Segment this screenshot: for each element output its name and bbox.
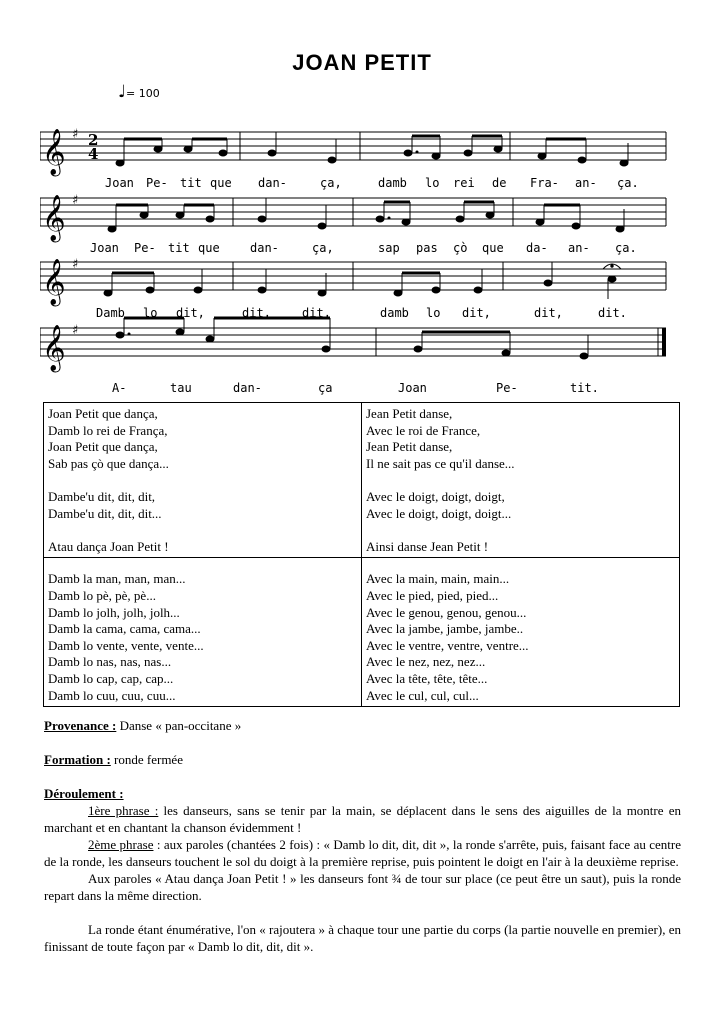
syllable: Fra-: [530, 176, 559, 190]
syllable: que: [210, 176, 232, 190]
time-signature: [88, 131, 98, 163]
phrase-4: La ronde étant énumérative, l'on « rajoutera » à chaque tour une partie du corps (la partie nouvelle en premier), en finissant de toute façon par « Damb lo dit, dit, dit ».: [44, 922, 681, 954]
dance-notes: [44, 717, 681, 955]
syllable: dan-: [258, 176, 287, 190]
syllable: ça,: [312, 241, 334, 255]
phrase-3: Aux paroles « Atau dança Joan Petit ! » les danseurs font ¾ de tour sur place (ce peut être un saut), puis la ronde repart dans la même direction.: [44, 871, 681, 903]
syllable: ça: [318, 381, 333, 395]
syllable: Pe-: [146, 176, 168, 190]
syllable: damb: [378, 176, 407, 190]
treble-clef-icon: 𝄞: [42, 129, 66, 175]
song-title: JOAN PETIT: [292, 50, 432, 75]
syllable: dit,: [462, 306, 491, 320]
treble-clef-icon: 𝄞: [42, 195, 66, 241]
svg-text:2: 2: [88, 131, 99, 149]
lyrics-table: [43, 402, 680, 707]
formation: Formation : ronde fermée: [44, 752, 183, 767]
syllable: dit,: [302, 306, 331, 320]
syllable: dit.: [598, 306, 627, 320]
syllable: rei: [453, 176, 475, 190]
syllable: que: [198, 241, 220, 255]
svg-text:4: 4: [88, 145, 99, 163]
sharp-icon: ♯: [72, 257, 79, 272]
syllable: dit,: [534, 306, 563, 320]
syllable: da-: [526, 241, 548, 255]
phrase-2: 2ème phrase : aux paroles (chantées 2 fois) : « Damb lo dit, dit, dit », la ronde s'arrête, puis, faisant face au centre de la ronde, les danseurs touchent le sol du doigt à la première reprise, puis pointent le doigt en l'air à la deuxième reprise.: [44, 837, 681, 869]
syllable: A-: [112, 381, 127, 395]
french-verse-1: Jean Petit danse, Avec le roi de France, Jean Petit danse, Il ne sait pas ce qu'il danse... Avec le doigt, doigt, doigt, Avec le doigt, doigt, doigt... Ainsi danse Jean Petit !: [362, 403, 680, 558]
final-barline: [662, 328, 666, 356]
treble-clef-icon: 𝄞: [42, 259, 66, 305]
syllable: lo: [143, 306, 158, 320]
treble-clef-icon: 𝄞: [42, 325, 66, 371]
lyrics-line-3: [40, 306, 680, 322]
syllable: lo: [425, 176, 440, 190]
quarter-note-icon: ♩: [118, 82, 127, 102]
syllable: Joan: [105, 176, 134, 190]
syllable: que: [482, 241, 504, 255]
syllable: Pe-: [496, 381, 518, 395]
syllable: tit: [168, 241, 190, 255]
syllable: Joan: [398, 381, 427, 395]
french-verse-2: Avec la main, main, main... Avec le pied, pied, pied... Avec le genou, genou, genou... Avec la jambe, jambe, jambe.. Avec le ventre, ventre, ventre... Avec le nez, nez, nez... Avec la tête, tête, tête... Avec le cul, cul, cul...: [362, 558, 680, 707]
phrase-1: 1ère phrase : les danseurs, sans se tenir par la main, se déplacent dans le sens des aiguilles de la montre en marchant et en chantant la chanson évidemment !: [44, 803, 681, 835]
lyrics-line-1: [40, 176, 680, 192]
sharp-icon: ♯: [72, 193, 79, 208]
sharp-icon: ♯: [72, 323, 79, 338]
lyrics-line-4: [40, 381, 680, 397]
syllable: dit,: [176, 306, 205, 320]
syllable: Damb: [96, 306, 125, 320]
syllable: sap: [378, 241, 400, 255]
syllable: ça.: [615, 241, 637, 255]
provenance: Provenance : Danse « pan-occitane »: [44, 718, 242, 733]
deroulement-heading: Déroulement :: [44, 786, 124, 801]
syllable: an-: [575, 176, 597, 190]
tempo-marking: [118, 82, 160, 102]
syllable: dit,: [242, 306, 271, 320]
syllable: de: [492, 176, 507, 190]
syllable: tit: [180, 176, 202, 190]
table-row: [44, 558, 680, 707]
syllable: ça,: [320, 176, 342, 190]
syllable: çò: [453, 241, 468, 255]
syllable: dan-: [233, 381, 262, 395]
syllable: dan-: [250, 241, 279, 255]
syllable: damb: [380, 306, 409, 320]
occitan-verse-1: Joan Petit que dança, Damb lo rei de França, Joan Petit que dança, Sab pas çò que dança... Dambe'u dit, dit, dit, Dambe'u dit, dit, dit... Atau dança Joan Petit !: [44, 403, 362, 558]
syllable: Pe-: [134, 241, 156, 255]
syllable: tau: [170, 381, 192, 395]
syllable: Joan: [90, 241, 119, 255]
table-row: [44, 403, 680, 558]
syllable: pas: [416, 241, 438, 255]
syllable: ça.: [617, 176, 639, 190]
tempo-value: = 100: [126, 87, 160, 100]
syllable: tit.: [570, 381, 599, 395]
occitan-verse-2: Damb la man, man, man... Damb lo pè, pè, pè... Damb lo jolh, jolh, jolh... Damb la cama, cama, cama... Damb lo vente, vente, vente... Damb lo nas, nas, nas... Damb lo cap, cap, cap... Damb lo cuu, cuu, cuu...: [44, 558, 362, 707]
syllable: an-: [568, 241, 590, 255]
lyrics-line-2: [40, 241, 680, 257]
sharp-icon: ♯: [72, 127, 79, 142]
syllable: lo: [426, 306, 441, 320]
